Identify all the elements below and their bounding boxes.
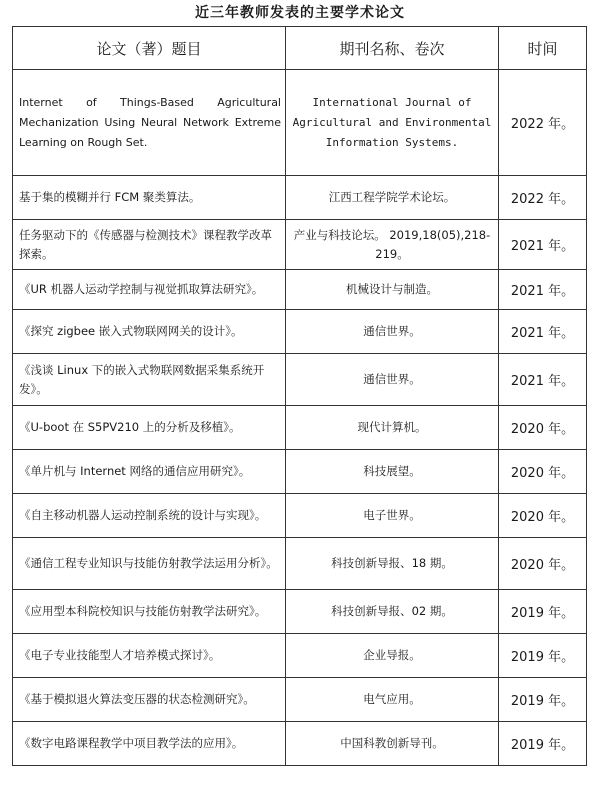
paper-title-cell: 《数字电路课程教学中项目教学法的应用》。 (13, 722, 286, 766)
year-cell: 2021 年。 (499, 220, 587, 270)
paper-title-cell: 《通信工程专业知识与技能仿射教学法运用分析》。 (13, 538, 286, 590)
paper-title-cell: 《UR 机器人运动学控制与视觉抓取算法研究》。 (13, 270, 286, 310)
header-year: 时间 (499, 27, 587, 70)
table-row (13, 722, 587, 766)
paper-title-cell: 《浅谈 Linux 下的嵌入式物联网数据采集系统开发》。 (13, 354, 286, 406)
table-row (13, 220, 587, 270)
document-title: 近三年教师发表的主要学术论文 (195, 5, 405, 21)
year-cell: 2020 年。 (499, 538, 587, 590)
journal-cell: 电气应用。 (286, 678, 499, 722)
table-row (13, 678, 587, 722)
table-row (13, 590, 587, 634)
year-cell: 2019 年。 (499, 634, 587, 678)
paper-title-cell: Internet of Things-Based Agricultural Mechanization Using Neural Network Extreme Learning on Rough Set. (13, 70, 286, 176)
year-cell: 2020 年。 (499, 450, 587, 494)
journal-cell: International Journal of Agricultural and Environmental Information Systems. (286, 70, 499, 176)
year-cell: 2020 年。 (499, 406, 587, 450)
header-journal: 期刊名称、卷次 (286, 27, 499, 70)
year-cell: 2019 年。 (499, 722, 587, 766)
paper-title-cell: 《U-boot 在 S5PV210 上的分析及移植》。 (13, 406, 286, 450)
year-cell: 2019 年。 (499, 678, 587, 722)
table-row (13, 634, 587, 678)
year-cell: 2022 年。 (499, 176, 587, 220)
header-paper: 论文（著）题目 (13, 27, 286, 70)
journal-cell: 科技创新导报、02 期。 (286, 590, 499, 634)
paper-title-cell: 《电子专业技能型人才培养模式探讨》。 (13, 634, 286, 678)
papers-table (12, 26, 587, 766)
table-row (13, 494, 587, 538)
paper-title-cell: 《基于模拟退火算法变压器的状态检测研究》。 (13, 678, 286, 722)
paper-title-cell: 《单片机与 Internet 网络的通信应用研究》。 (13, 450, 286, 494)
journal-cell: 科技展望。 (286, 450, 499, 494)
year-cell: 2021 年。 (499, 354, 587, 406)
table-row (13, 538, 587, 590)
journal-cell: 现代计算机。 (286, 406, 499, 450)
journal-cell: 中国科教创新导刊。 (286, 722, 499, 766)
journal-cell: 电子世界。 (286, 494, 499, 538)
year-cell: 2021 年。 (499, 270, 587, 310)
table-header-row (13, 27, 587, 70)
paper-title-cell: 《探究 zigbee 嵌入式物联网网关的设计》。 (13, 310, 286, 354)
year-cell: 2019 年。 (499, 590, 587, 634)
table-row (13, 354, 587, 406)
paper-title-cell: 《自主移动机器人运动控制系统的设计与实现》。 (13, 494, 286, 538)
table-row (13, 406, 587, 450)
paper-title-cell: 任务驱动下的《传感器与检测技术》课程教学改革探索。 (13, 220, 286, 270)
journal-cell: 企业导报。 (286, 634, 499, 678)
year-cell: 2021 年。 (499, 310, 587, 354)
table-row (13, 176, 587, 220)
journal-cell: 通信世界。 (286, 354, 499, 406)
journal-cell: 江西工程学院学术论坛。 (286, 176, 499, 220)
paper-title-cell: 《应用型本科院校知识与技能仿射教学法研究》。 (13, 590, 286, 634)
table-row (13, 450, 587, 494)
table-row (13, 270, 587, 310)
paper-title-cell: 基于集的模糊并行 FCM 聚类算法。 (13, 176, 286, 220)
table-row (13, 70, 587, 176)
year-cell: 2020 年。 (499, 494, 587, 538)
journal-cell: 科技创新导报、18 期。 (286, 538, 499, 590)
journal-cell: 通信世界。 (286, 310, 499, 354)
journal-cell: 产业与科技论坛。 2019,18(05),218-219。 (286, 220, 499, 270)
journal-cell: 机械设计与制造。 (286, 270, 499, 310)
table-row (13, 310, 587, 354)
year-cell: 2022 年。 (499, 70, 587, 176)
